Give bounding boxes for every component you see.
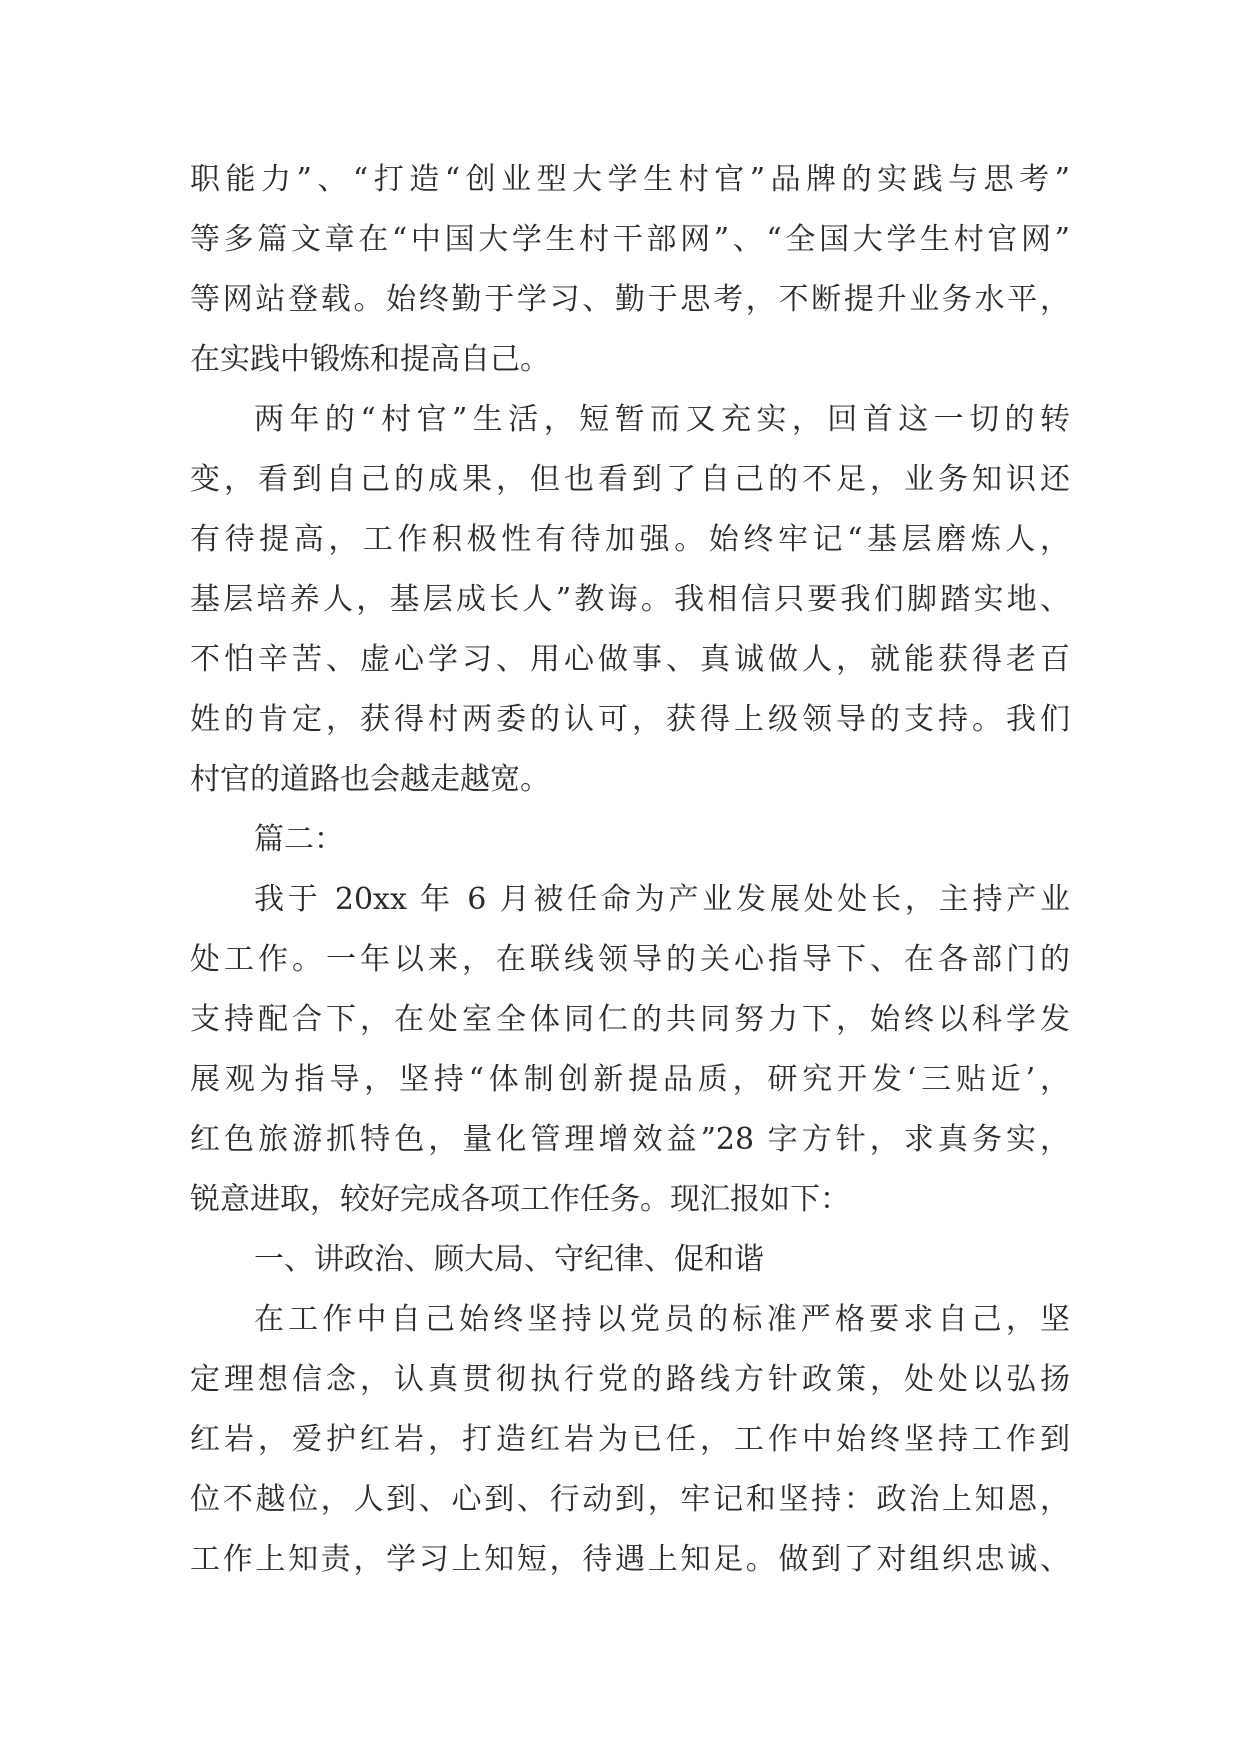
text-line: 定理想信念，认真贯彻执行党的路线方针政策，处处以弘扬	[190, 1362, 1070, 1397]
text-line: 我于 20xx 年 6 月被任命为产业发展处处长，主持产业	[254, 882, 1070, 917]
text-line: 两年的“村官”生活，短暂而又充实，回首这一切的转	[254, 402, 1070, 437]
body-text	[190, 150, 1070, 1590]
text-line: 锐意进取，较好完成各项工作任务。现汇报如下：	[190, 1182, 850, 1217]
text-line: 工作上知责，学习上知短，待遇上知足。做到了对组织忠诚、	[190, 1542, 1070, 1577]
text-line: 有待提高，工作积极性有待加强。始终牢记“基层磨炼人，	[190, 522, 1070, 557]
text-line: 红岩，爱护红岩，打造红岩为已任，工作中始终坚持工作到	[190, 1422, 1070, 1457]
text-line: 支持配合下，在处室全体同仁的共同努力下，始终以科学发	[190, 1002, 1070, 1037]
text-line: 等多篇文章在“中国大学生村干部网”、“全国大学生村官网”	[190, 222, 1070, 257]
text-line: 篇二：	[254, 822, 344, 857]
text-line: 处工作。一年以来，在联线领导的关心指导下、在各部门的	[190, 942, 1070, 977]
text-line: 基层培养人，基层成长人”教诲。我相信只要我们脚踏实地、	[190, 582, 1070, 617]
text-line: 等网站登载。始终勤于学习、勤于思考，不断提升业务水平，	[190, 282, 1070, 317]
text-line: 不怕辛苦、虚心学习、用心做事、真诚做人，就能获得老百	[190, 642, 1070, 677]
text-line: 职能力”、“打造“创业型大学生村官”品牌的实践与思考”	[190, 162, 1070, 197]
text-line: 一、讲政治、顾大局、守纪律、促和谐	[254, 1242, 764, 1277]
text-line: 姓的肯定，获得村两委的认可，获得上级领导的支持。我们	[190, 702, 1070, 737]
text-line: 展观为指导，坚持“体制创新提品质，研究开发‘三贴近’，	[190, 1062, 1070, 1097]
text-line: 村官的道路也会越走越宽。	[190, 762, 550, 797]
text-line: 红色旅游抓特色，量化管理增效益”28 字方针，求真务实，	[190, 1122, 1070, 1157]
text-line: 在工作中自己始终坚持以党员的标准严格要求自己，坚	[254, 1302, 1070, 1337]
text-line: 变，看到自己的成果，但也看到了自己的不足，业务知识还	[190, 462, 1070, 497]
text-line: 位不越位，人到、心到、行动到，牢记和坚持：政治上知恩，	[190, 1482, 1070, 1517]
text-line: 在实践中锻炼和提高自己。	[190, 342, 550, 377]
